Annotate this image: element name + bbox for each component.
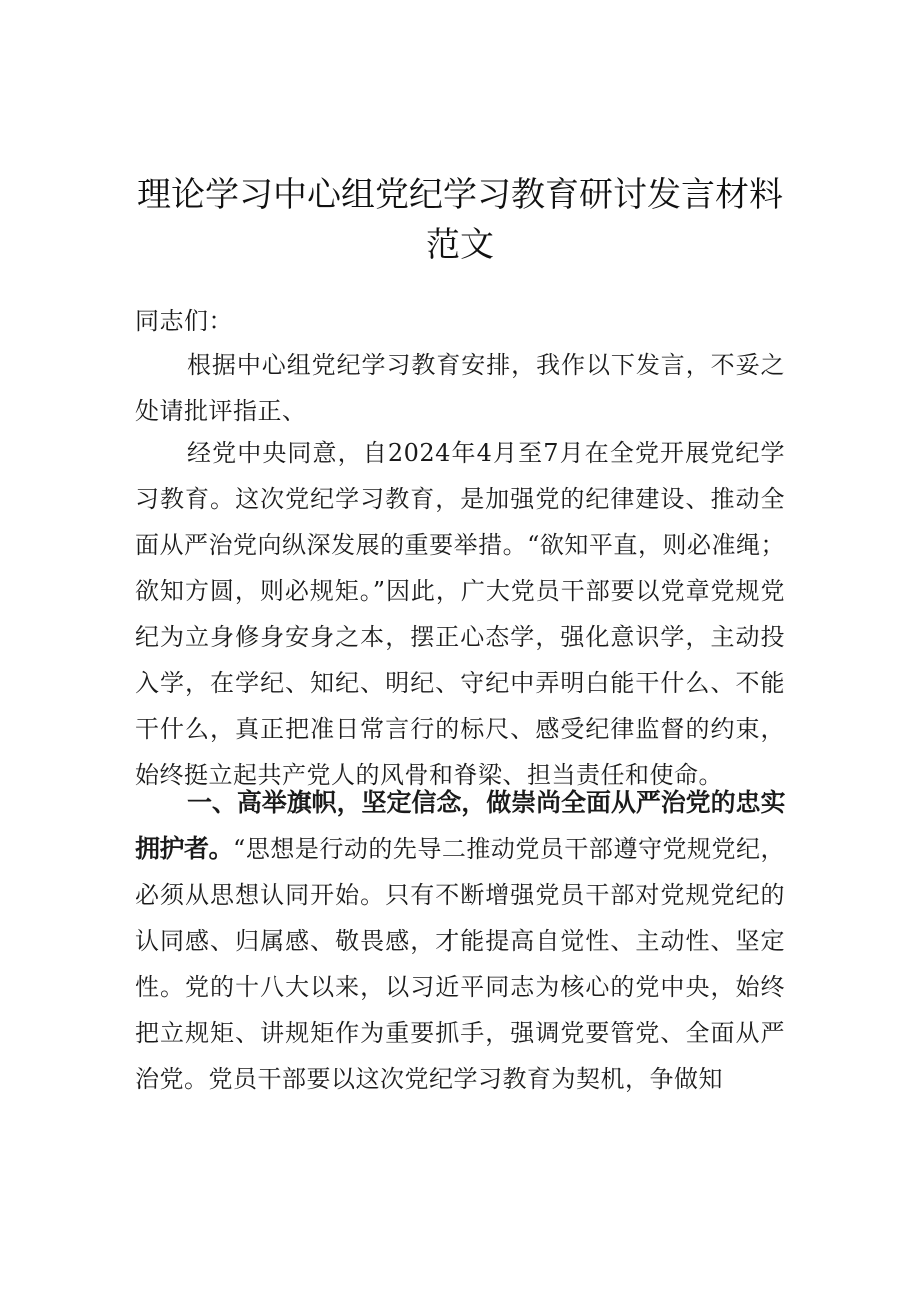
paragraph-background: 经党中央同意，自2024年4月至7月在全党开展党纪学习教育。这次党纪学习教育，是加强党的纪律建设、推动全面从严治党向纵深发展的重要举措。“欲知平直，则必准绳；欲知方圆，则必规矩。”因此，广大党员干部要以党章党规党纪为立身修身安身之本，摆正心态学，强化意识学，主动投入学，在学纪、知纪、明纪、守纪中弄明白能干什么、不能干什么，真正把准日常言行的标尺、感受纪律监督的约束，始终挺立起共产党人的风骨和脊梁、担当责任和使命。: [135, 439, 785, 789]
document-title: 理论学习中心组党纪学习教育研讨发言材料范文: [137, 175, 783, 265]
paragraph-intro: 根据中心组党纪学习教育安排，我作以下发言，不妥之处请批评指正、: [135, 351, 785, 425]
section-1-paragraph: [135, 780, 785, 1102]
salutation: 同志们：: [135, 307, 233, 335]
section-1-text: “思想是行动的先导二推动党员干部遵守党规党纪，必须从思想认同开始。只有不断增强党员干部对党规党纪的认同感、归属感、敬畏感，才能提高自觉性、主动性、坚定性。党的十八大以来，以习近平同志为核心的党中央，始终把立规矩、讲规矩作为重要抓手，强调党要管党、全面从严治党。党员干部要以这次党纪学习教育为契机，争做知: [135, 835, 785, 1093]
section-1-heading: 一、高举旗帜，坚定信念，做崇尚全面从严治党的忠实拥护者。: [135, 788, 785, 863]
